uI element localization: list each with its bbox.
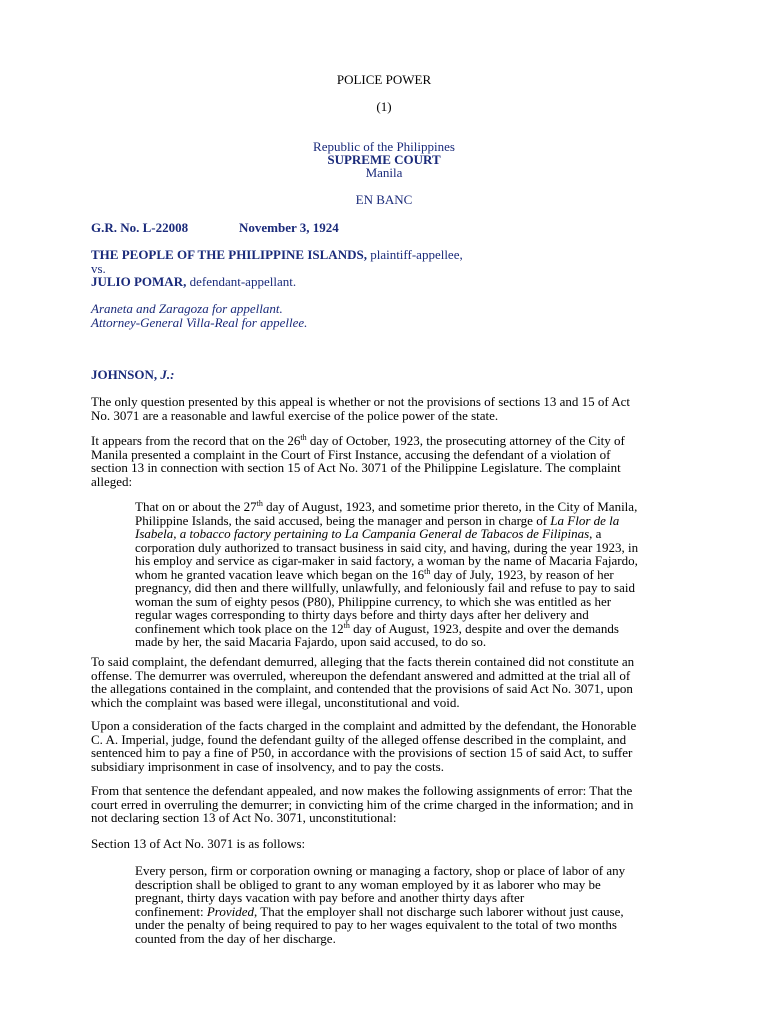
defendant-role: defendant-appellant.	[186, 274, 297, 289]
quote-text: Philippine Islands, the said accused, being the manager and person in charge of	[135, 512, 551, 528]
quote-line: under the penalty of being required to pay to her wages equivalent to the total of two months	[135, 917, 617, 932]
ponente	[91, 368, 691, 382]
quote-line: pregnancy, did then and there willfully, unlawfully, and feloniously fail and refuse to pay to said	[135, 580, 635, 595]
counsel-appellant: Araneta and Zaragoza for appellant.	[91, 301, 283, 316]
ordinal-suffix: th	[343, 620, 350, 630]
quote-line: his employ and service as cigar-maker in said factory, a woman by the name of Macaria Fajardo,	[135, 553, 638, 568]
quote-text: day of August, 1923, despite and over the demands	[349, 620, 619, 636]
quote-line: regular wages corresponding to thirty days before and thirty days after her delivery and	[135, 607, 589, 622]
quote-text: , a	[589, 526, 602, 541]
case-parties	[91, 248, 691, 289]
quote-text: whom he granted vacation leave which began on the 16	[135, 566, 425, 582]
paragraph-line: court erred in overruling the demurrer; in convicting him of the crime charged in the information; and in	[91, 796, 634, 812]
paragraph-line: No. 3071 are a reasonable and lawful exercise of the police power of the state.	[91, 407, 499, 423]
decision-date: November 3, 1924	[239, 220, 339, 235]
paragraph-line: Upon a consideration of the facts charged in the complaint and admitted by the defendant, the Honorable	[91, 718, 637, 733]
paragraph-line: subsidiary imprisonment in case of insolvency, and to pay the costs.	[91, 758, 444, 774]
counsel-block	[91, 302, 691, 329]
paragraph-line: offense. The demurrer was overruled, whereupon the defendant answered and admitted at the trial all of	[91, 667, 631, 683]
paragraph-line: not declaring section 13 of Act No. 3071, unconstitutional:	[91, 810, 397, 825]
paragraph-line: C. A. Imperial, judge, found the defendant guilty of the alleged offense described in the complaint, and	[91, 731, 627, 747]
defendant-name: JULIO POMAR,	[91, 274, 187, 289]
paragraph-line: sentenced him to pay a fine of P50, in accordance with the provisions of section 15 of said Act, to suffer	[91, 745, 633, 760]
republic-label: Republic of the Philippines	[313, 139, 455, 154]
quote-line: woman the sum of eighty pesos (P80), Philippine currency, to which she was entitled as her	[135, 593, 612, 609]
versus-label: vs.	[91, 260, 106, 276]
paragraph-4	[91, 719, 691, 773]
quote-text: , That the employer shall not discharge such laborer without just cause,	[254, 903, 624, 919]
paragraph-6: Section 13 of Act No. 3071 is as follows:	[91, 836, 306, 851]
ordinal-suffix: th	[424, 566, 431, 576]
quote-text: day of August, 1923, and sometime prior thereto, in the City of Manila,	[262, 499, 638, 514]
paragraph-line: Manila presented a complaint in the Court of First Instance, accusing the defendant of a violation of	[91, 446, 611, 462]
quote-line: counted from the day of her discharge.	[135, 930, 336, 946]
ordinal-suffix: th	[256, 499, 263, 508]
ponente-suffix: J.:	[160, 367, 175, 382]
case-number-line	[91, 221, 691, 235]
quote-line: made by her, the said Macaria Fajardo, upon said accused, to do so.	[135, 634, 487, 649]
court-division: EN BANC	[355, 192, 413, 207]
gr-number: G.R. No. L-22008	[91, 220, 189, 235]
paragraph-line: section 13 in connection with section 15 of Act No. 3071 of the Philippine Legislature. The complaint	[91, 460, 621, 475]
paragraph-text: It appears from the record that on the 26	[91, 433, 301, 448]
complaint-quote	[135, 500, 675, 649]
quote-line: Every person, firm or corporation owning or managing a factory, shop or place of labor of any	[135, 863, 626, 878]
quote-text: confinement:	[135, 903, 207, 919]
quote-line: description shall be obliged to grant to any woman employed by it as laborer who may be	[135, 876, 601, 892]
proviso-term: Provided	[206, 903, 255, 919]
plaintiff-name: THE PEOPLE OF THE PHILIPPINE ISLANDS,	[91, 247, 367, 262]
factory-name: Isabela, a tobacco factory pertaining to La Campania General de Tabacos de Filipinas	[135, 526, 590, 541]
paragraph-2	[91, 434, 691, 488]
paragraph-line: The only question presented by this appeal is whether or not the provisions of sections 13 and 15 of Act	[91, 394, 631, 409]
paragraph-line: To said complaint, the defendant demurred, alleging that the facts therein contained did not constitute an	[91, 654, 635, 669]
factory-name: La Flor de la	[550, 512, 620, 528]
ordinal-suffix: th	[300, 433, 307, 442]
quote-text: That on or about the 27	[135, 499, 257, 514]
document-title: POLICE POWER	[336, 72, 432, 87]
quote-line: corporation duly authorized to transact business in said city, and having, during the year 1923, in	[135, 539, 639, 555]
paragraph-line: which the complaint was based were illegal, unconstitutional and void.	[91, 694, 460, 710]
paragraph-line: the allegations contained in the complaint, and contended that the provisions of said Act No. 3071, upon	[91, 681, 633, 696]
quote-line: pregnant, thirty days vacation with pay before and another thirty days after	[135, 890, 525, 905]
court-city: Manila	[365, 165, 403, 180]
paragraph-3	[91, 655, 691, 709]
counsel-appellee: Attorney-General Villa-Real for appellee.	[91, 314, 308, 330]
paragraph-1	[91, 395, 691, 422]
quote-text: confinement which took place on the 12	[135, 620, 344, 636]
statute-quote	[135, 864, 675, 945]
paragraph-text: day of October, 1923, the prosecuting attorney of the City of	[306, 433, 625, 448]
paragraph-5	[91, 784, 691, 825]
quote-text: day of July, 1923, by reason of her	[430, 566, 614, 582]
paragraph-line: From that sentence the defendant appealed, and now makes the following assignments of error: That the	[91, 783, 633, 798]
plaintiff-role: plaintiff-appellee,	[366, 247, 463, 262]
court-name: SUPREME COURT	[327, 152, 441, 167]
document-number: (1)	[376, 99, 392, 114]
paragraph-line: alleged:	[91, 473, 133, 489]
ponente-name: JOHNSON,	[91, 367, 161, 382]
